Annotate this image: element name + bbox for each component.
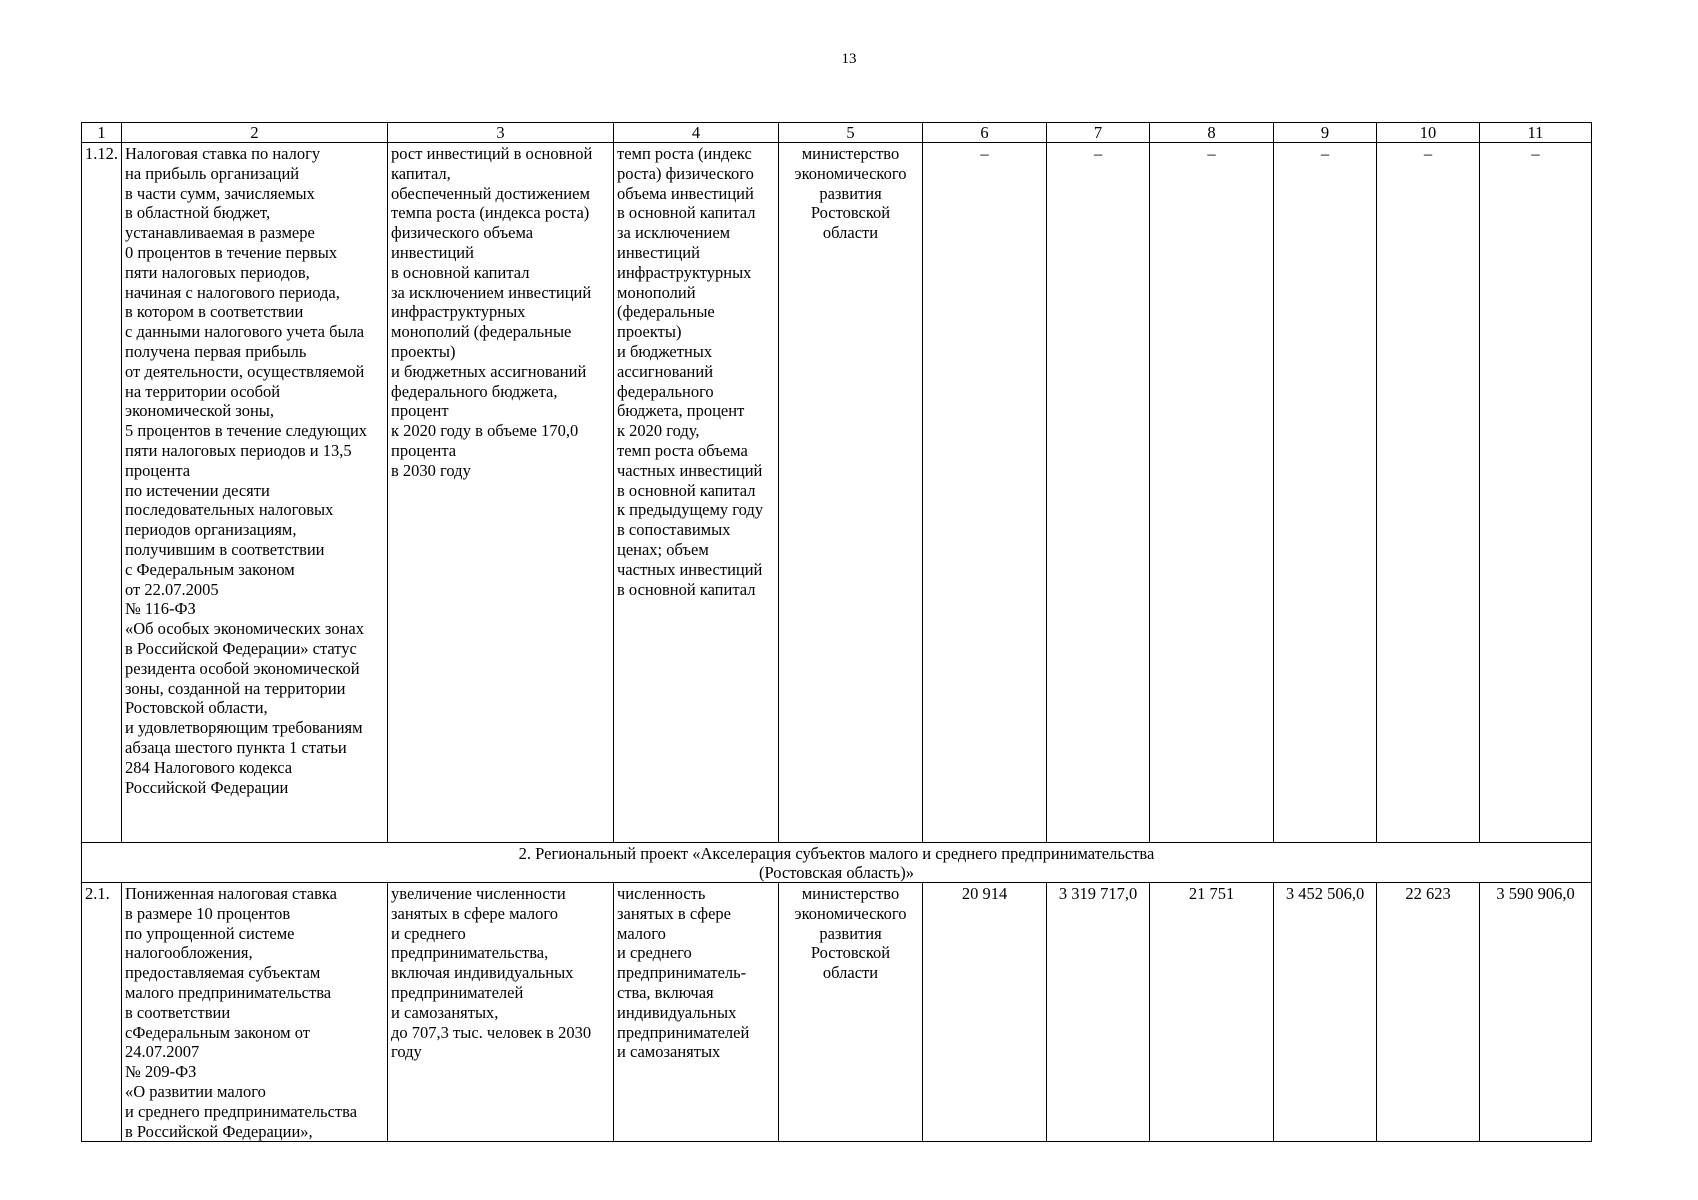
goal-description: рост инвестиций в основной капитал, обеспеченный достижением темпа роста (индекса роста) физического объема инвестиций в основной капитал за исключением инвестиций инфраструктурных монополий (федеральные проекты) и бюджетных ассигнований федерального бюджета, процент к 2020 году в объеме 170,0 процента в 2030 году [388, 143, 614, 843]
header-col-6: 6 [923, 123, 1047, 143]
value-col-11: – [1480, 143, 1592, 843]
header-row [82, 123, 1592, 143]
value-col-6: 20 914 [923, 883, 1047, 1142]
header-col-2: 2 [122, 123, 388, 143]
page-number: 13 [841, 51, 857, 67]
value-col-10: – [1377, 143, 1480, 843]
header-col-11: 11 [1480, 123, 1592, 143]
value-col-9: – [1274, 143, 1377, 843]
header-col-3: 3 [388, 123, 614, 143]
table-row [82, 883, 1592, 1142]
indicator-description: численность занятых в сфере малого и среднего предприниматель- ства, включая индивидуальных предпринимателей и самозанятых [614, 883, 779, 1142]
table-row [82, 143, 1592, 843]
header-col-10: 10 [1377, 123, 1480, 143]
tax-benefit-description: Пониженная налоговая ставка в размере 10 процентов по упрощенной системе налогообложения, предоставляемая субъектам малого предпринимательства в соответствии сФедеральным законом от 24.07.2007 № 209-ФЗ «О развитии малого и среднего предпринимательства в Российской Федерации», [122, 883, 388, 1142]
row-number: 1.12. [82, 143, 122, 843]
responsible-agency: министерство экономического развития Ростовской области [779, 143, 923, 843]
header-col-4: 4 [614, 123, 779, 143]
value-col-6: – [923, 143, 1047, 843]
tax-benefit-description: Налоговая ставка по налогу на прибыль организаций в части сумм, зачисляемых в областной бюджет, устанавливаемая в размере 0 процентов в течение первых пяти налоговых периодов, начиная с налогового периода, в котором в соответствии с данными налогового учета была получена первая прибыль от деятельности, осуществляемой на территории особой экономической зоны, 5 процентов в течение следующих пяти налоговых периодов и 13,5 процента по истечении десяти последовательных налоговых периодов организациям, получившим в соответствии с Федеральным законом от 22.07.2005 № 116-ФЗ «Об особых экономических зонах в Российской Федерации» статус резидента особой экономической зоны, созданной на территории Ростовской области, и удовлетворяющим требованиям абзаца шестого пункта 1 статьи 284 Налогового кодекса Российской Федерации [122, 143, 388, 843]
header-col-5: 5 [779, 123, 923, 143]
header-col-1: 1 [82, 123, 122, 143]
header-col-8: 8 [1150, 123, 1274, 143]
value-col-10: 22 623 [1377, 883, 1480, 1142]
indicator-description: темп роста (индекс роста) физического объема инвестиций в основной капитал за исключением инвестиций инфраструктурных монополий (федеральные проекты) и бюджетных ассигнований федерального бюджета, процент к 2020 году, темп роста объема частных инвестиций в основной капитал к предыдущему году в сопоставимых ценах; объем частных инвестиций в основной капитал [614, 143, 779, 843]
value-col-8: 21 751 [1150, 883, 1274, 1142]
value-col-7: 3 319 717,0 [1047, 883, 1150, 1142]
document-table [81, 122, 1592, 1142]
responsible-agency: министерство экономического развития Ростовской области [779, 883, 923, 1142]
value-col-11: 3 590 906,0 [1480, 883, 1592, 1142]
value-col-8: – [1150, 143, 1274, 843]
value-col-9: 3 452 506,0 [1274, 883, 1377, 1142]
header-col-9: 9 [1274, 123, 1377, 143]
value-col-7: – [1047, 143, 1150, 843]
row-number: 2.1. [82, 883, 122, 1142]
goal-description: увеличение численности занятых в сфере малого и среднего предпринимательства, включая индивидуальных предпринимателей и самозанятых, до 707,3 тыс. человек в 2030 году [388, 883, 614, 1142]
header-col-7: 7 [1047, 123, 1150, 143]
section-heading: 2. Региональный проект «Акселерация субъектов малого и среднего предпринимательства (Ростовская область)» [82, 843, 1592, 883]
section-heading-row [82, 843, 1592, 883]
